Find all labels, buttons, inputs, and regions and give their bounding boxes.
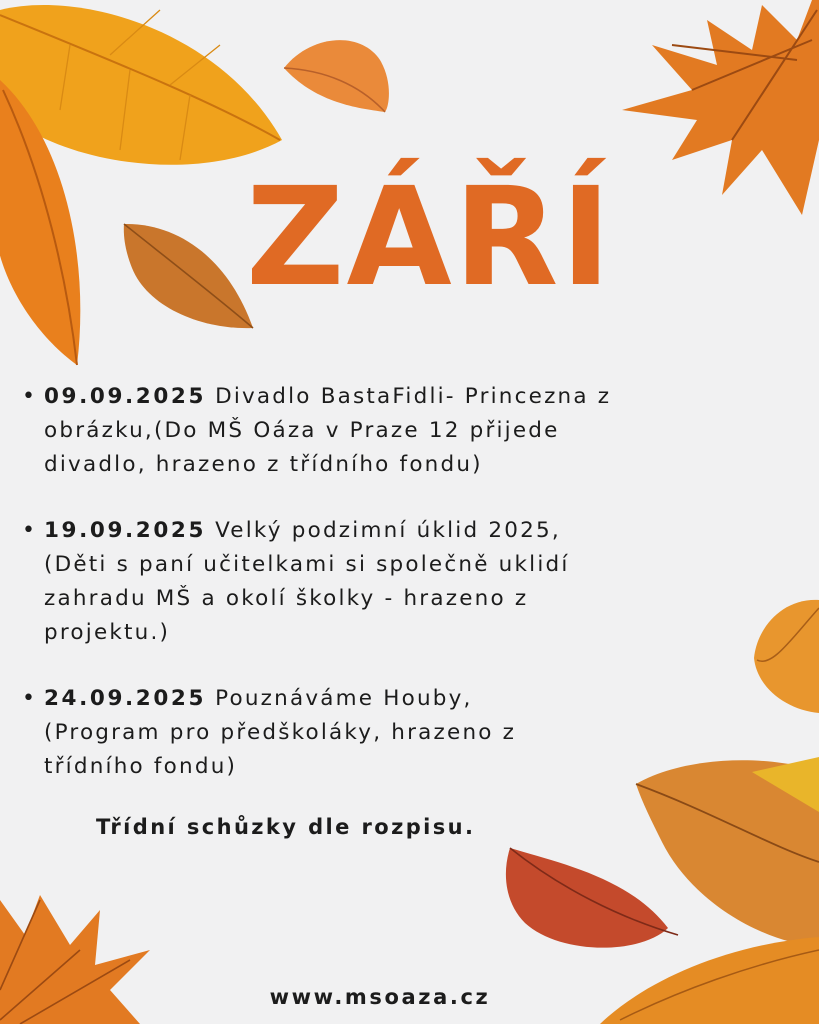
event-text-line: Velký podzimní úklid 2025, <box>215 518 561 543</box>
bullet-icon: • <box>22 384 38 409</box>
event-date: 24.09.2025 <box>44 686 207 711</box>
autumn-leaf-small-top <box>280 30 395 115</box>
month-title: ZÁŘÍ <box>245 159 614 317</box>
event-item <box>22 380 772 482</box>
event-text-line: obrázku,(Do MŠ Oáza v Praze 12 přijede <box>44 418 560 443</box>
event-text-line: třídního fondu) <box>44 754 238 779</box>
bullet-icon: • <box>22 686 38 711</box>
event-date: 19.09.2025 <box>44 518 207 543</box>
event-item <box>22 682 772 784</box>
event-text-line: Pouznáváme Houby, <box>215 686 473 711</box>
bullet-icon: • <box>22 518 38 543</box>
event-text-line: (Děti s paní učitelkami si společně uklidí <box>44 552 570 577</box>
event-text-line: Divadlo BastaFidli- Princezna z <box>215 384 612 409</box>
meeting-note: Třídní schůzky dle rozpisu. <box>96 815 476 839</box>
event-text-line: projektu.) <box>44 620 171 645</box>
event-date: 09.09.2025 <box>44 384 207 409</box>
event-item <box>22 514 772 650</box>
event-text-line: divadlo, hrazeno z třídního fondu) <box>44 452 483 477</box>
event-text-line: (Program pro předškoláky, hrazeno z <box>44 720 517 745</box>
event-text-line: zahradu MŠ a okolí školky - hrazeno z <box>44 586 529 611</box>
website-link[interactable]: www.msoaza.cz <box>269 985 491 1009</box>
event-list <box>22 380 772 816</box>
autumn-leaf-bottom-right <box>600 935 819 1024</box>
